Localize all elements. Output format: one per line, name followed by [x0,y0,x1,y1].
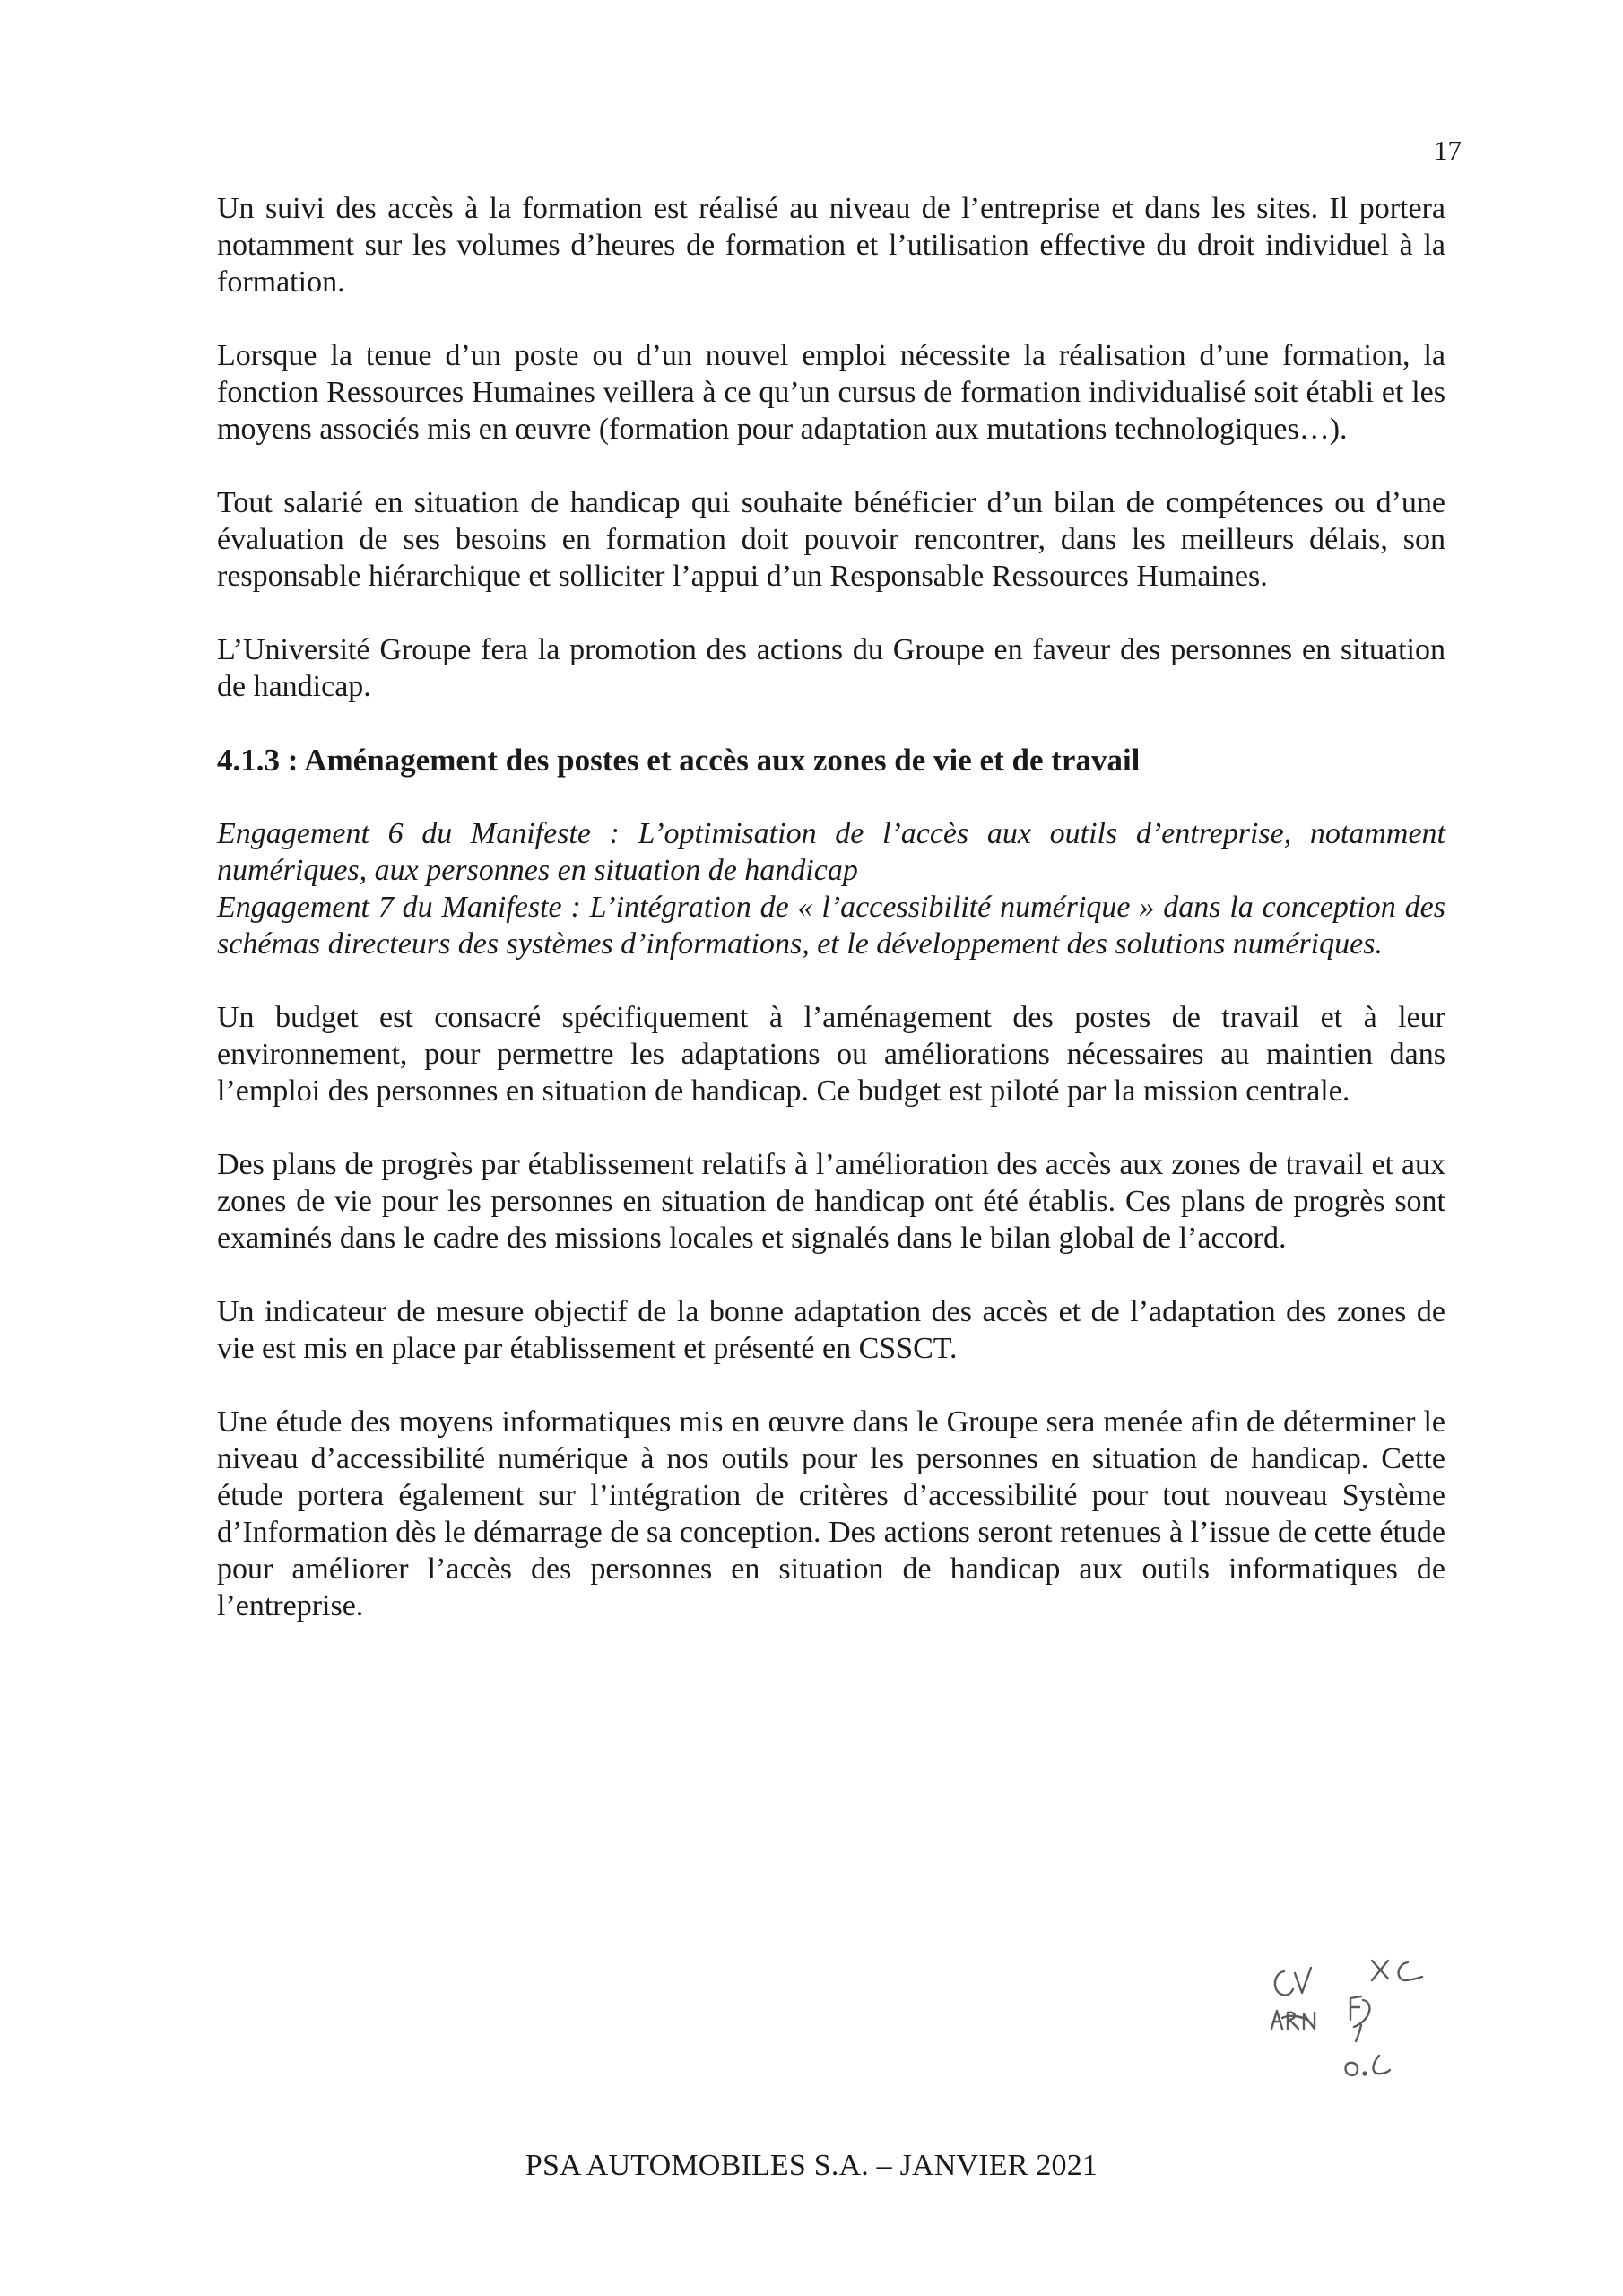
paragraph-skills-assessment: Tout salarié en situation de handicap qui souhaite bénéficier d’un bilan de compétences ou d’une évaluation de ses besoins en formation doit pouvoir rencontrer, dans les meilleurs délais, son responsable hiérarchique et solliciter l’appui d’un Responsable Ressources Humaines. [217,486,1445,593]
paragraph-progress-plans: Des plans de progrès par établissement relatifs à l’amélioration des accès aux zones de travail et aux zones de vie pour les personnes en situation de handicap ont été établis. Ces plans de progrès sont examinés dans le cadre des missions locales et signalés dans le bilan global de l’accord. [217,1148,1445,1255]
paragraph-university: L’Université Groupe fera la promotion des actions du Groupe en faveur des personnes en situation de handicap. [217,633,1445,703]
section-heading: 4.1.3 : Aménagement des postes et accès aux zones de vie et de travail [217,743,1141,778]
initials-ol [1346,2056,1391,2075]
paragraph-it-study: Une étude des moyens informatiques mis en œuvre dans le Groupe sera menée afin de déterminer le niveau d’accessibilité numérique à nos outils pour les personnes en situation de handicap. Cette étude portera également sur l’intégration de critères d’accessibilité pour tout nouveau Système d’Information dès le démarrage de sa conception. Des actions seront retenues à l’issue de cette étude pour améliorer l’accès des personnes en situation de handicap aux outils informatiques de l’entreprise. [217,1405,1445,1622]
paragraph-budget: Un budget est consacré spécifiquement à l’aménagement des postes de travail et à leur environnement, pour permettre les adaptations ou améliorations nécessaires au maintien dans l’emploi des personnes en situation de handicap. Ce budget est piloté par la mission centrale. [217,1001,1445,1108]
engagement-block [217,815,1445,962]
handwritten-initials [1264,1955,1462,2099]
initials-xc [1372,1961,1422,1980]
paragraph-training-followup: Un suivi des accès à la formation est réalisé au niveau de l’entreprise et dans les sites. Il portera notamment sur les volumes d’heures de formation et l’utilisation effective du droit individuel à la formation. [217,192,1445,299]
engagement-6: Engagement 6 du Manifeste : L’optimisation de l’accès aux outils d’entreprise, notamment numériques, aux personnes en situation de handicap [217,817,1445,887]
initials-fd [1350,1996,1369,2041]
paragraph-training-path: Lorsque la tenue d’un poste ou d’un nouvel emploi nécessite la réalisation d’une formation, la fonction Ressources Humaines veillera à ce qu’un cursus de formation individualisé soit établi et les moyens associés mis en œuvre (formation pour adaptation aux mutations technologiques…). [217,339,1445,446]
initials-cv [1275,1968,1311,1996]
initials-arn [1271,2011,1315,2029]
engagement-7: Engagement 7 du Manifeste : L’intégration de « l’accessibilité numérique » dans la conception des schémas directeurs des systèmes d’informations, et le développement des solutions numériques. [217,891,1445,961]
document-body [217,190,1445,1661]
document-footer: PSA AUTOMOBILES S.A. – JANVIER 2021 [525,2149,1098,2182]
page-number: 17 [1434,135,1462,166]
paragraph-indicator: Un indicateur de mesure objectif de la bonne adaptation des accès et de l’adaptation des zones de vie est mis en place par établissement et présenté en CSSCT. [217,1295,1445,1365]
